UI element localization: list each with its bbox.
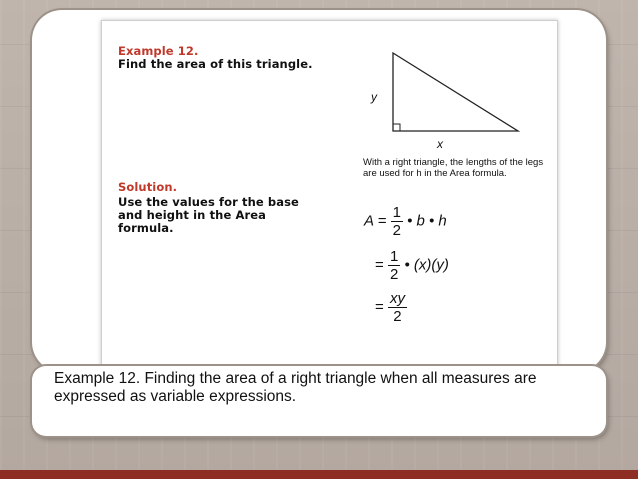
- bottom-frame-border: [0, 470, 638, 479]
- eq1-rest: • b • h: [407, 212, 447, 230]
- equation-line-2: [375, 249, 449, 282]
- eq1-lhs: A =: [364, 212, 387, 230]
- eq2-denominator: 2: [389, 266, 399, 283]
- eq1-denominator: 2: [392, 222, 401, 239]
- equation-line-3: [375, 291, 407, 324]
- eq2-fraction: [388, 249, 400, 282]
- right-triangle-figure: [362, 45, 532, 153]
- triangle-shape: [393, 53, 518, 131]
- eq2-rest: • (x)(y): [404, 256, 449, 274]
- eq3-numerator: xy: [389, 290, 405, 307]
- solution-text: Use the values for the base and height in the Area formula.: [118, 195, 299, 235]
- caption-text: Example 12. Finding the area of a right triangle when all measures are expressed as variable expressions.: [54, 370, 537, 405]
- eq1-numerator: 1: [392, 204, 401, 221]
- example-title: Example 12.: [118, 44, 199, 58]
- equation-line-1: [364, 205, 447, 238]
- caption-box: [32, 366, 606, 436]
- eq3-fraction: [388, 291, 407, 324]
- leg-label-y: y: [371, 90, 377, 104]
- eq3-denominator: 2: [393, 308, 402, 325]
- right-angle-marker: [393, 124, 400, 131]
- note-text: With a right triangle, the lengths of the legs are used for h in the Area formula.: [363, 157, 544, 179]
- solution-title: Solution.: [118, 180, 178, 194]
- eq2-equals: =: [375, 256, 384, 274]
- leg-label-x: x: [437, 137, 443, 151]
- example-task: Find the area of this triangle.: [118, 57, 313, 71]
- eq1-fraction: [391, 205, 403, 238]
- example-sheet: [101, 20, 558, 367]
- eq2-numerator: 1: [389, 248, 399, 265]
- eq3-equals: =: [375, 298, 384, 316]
